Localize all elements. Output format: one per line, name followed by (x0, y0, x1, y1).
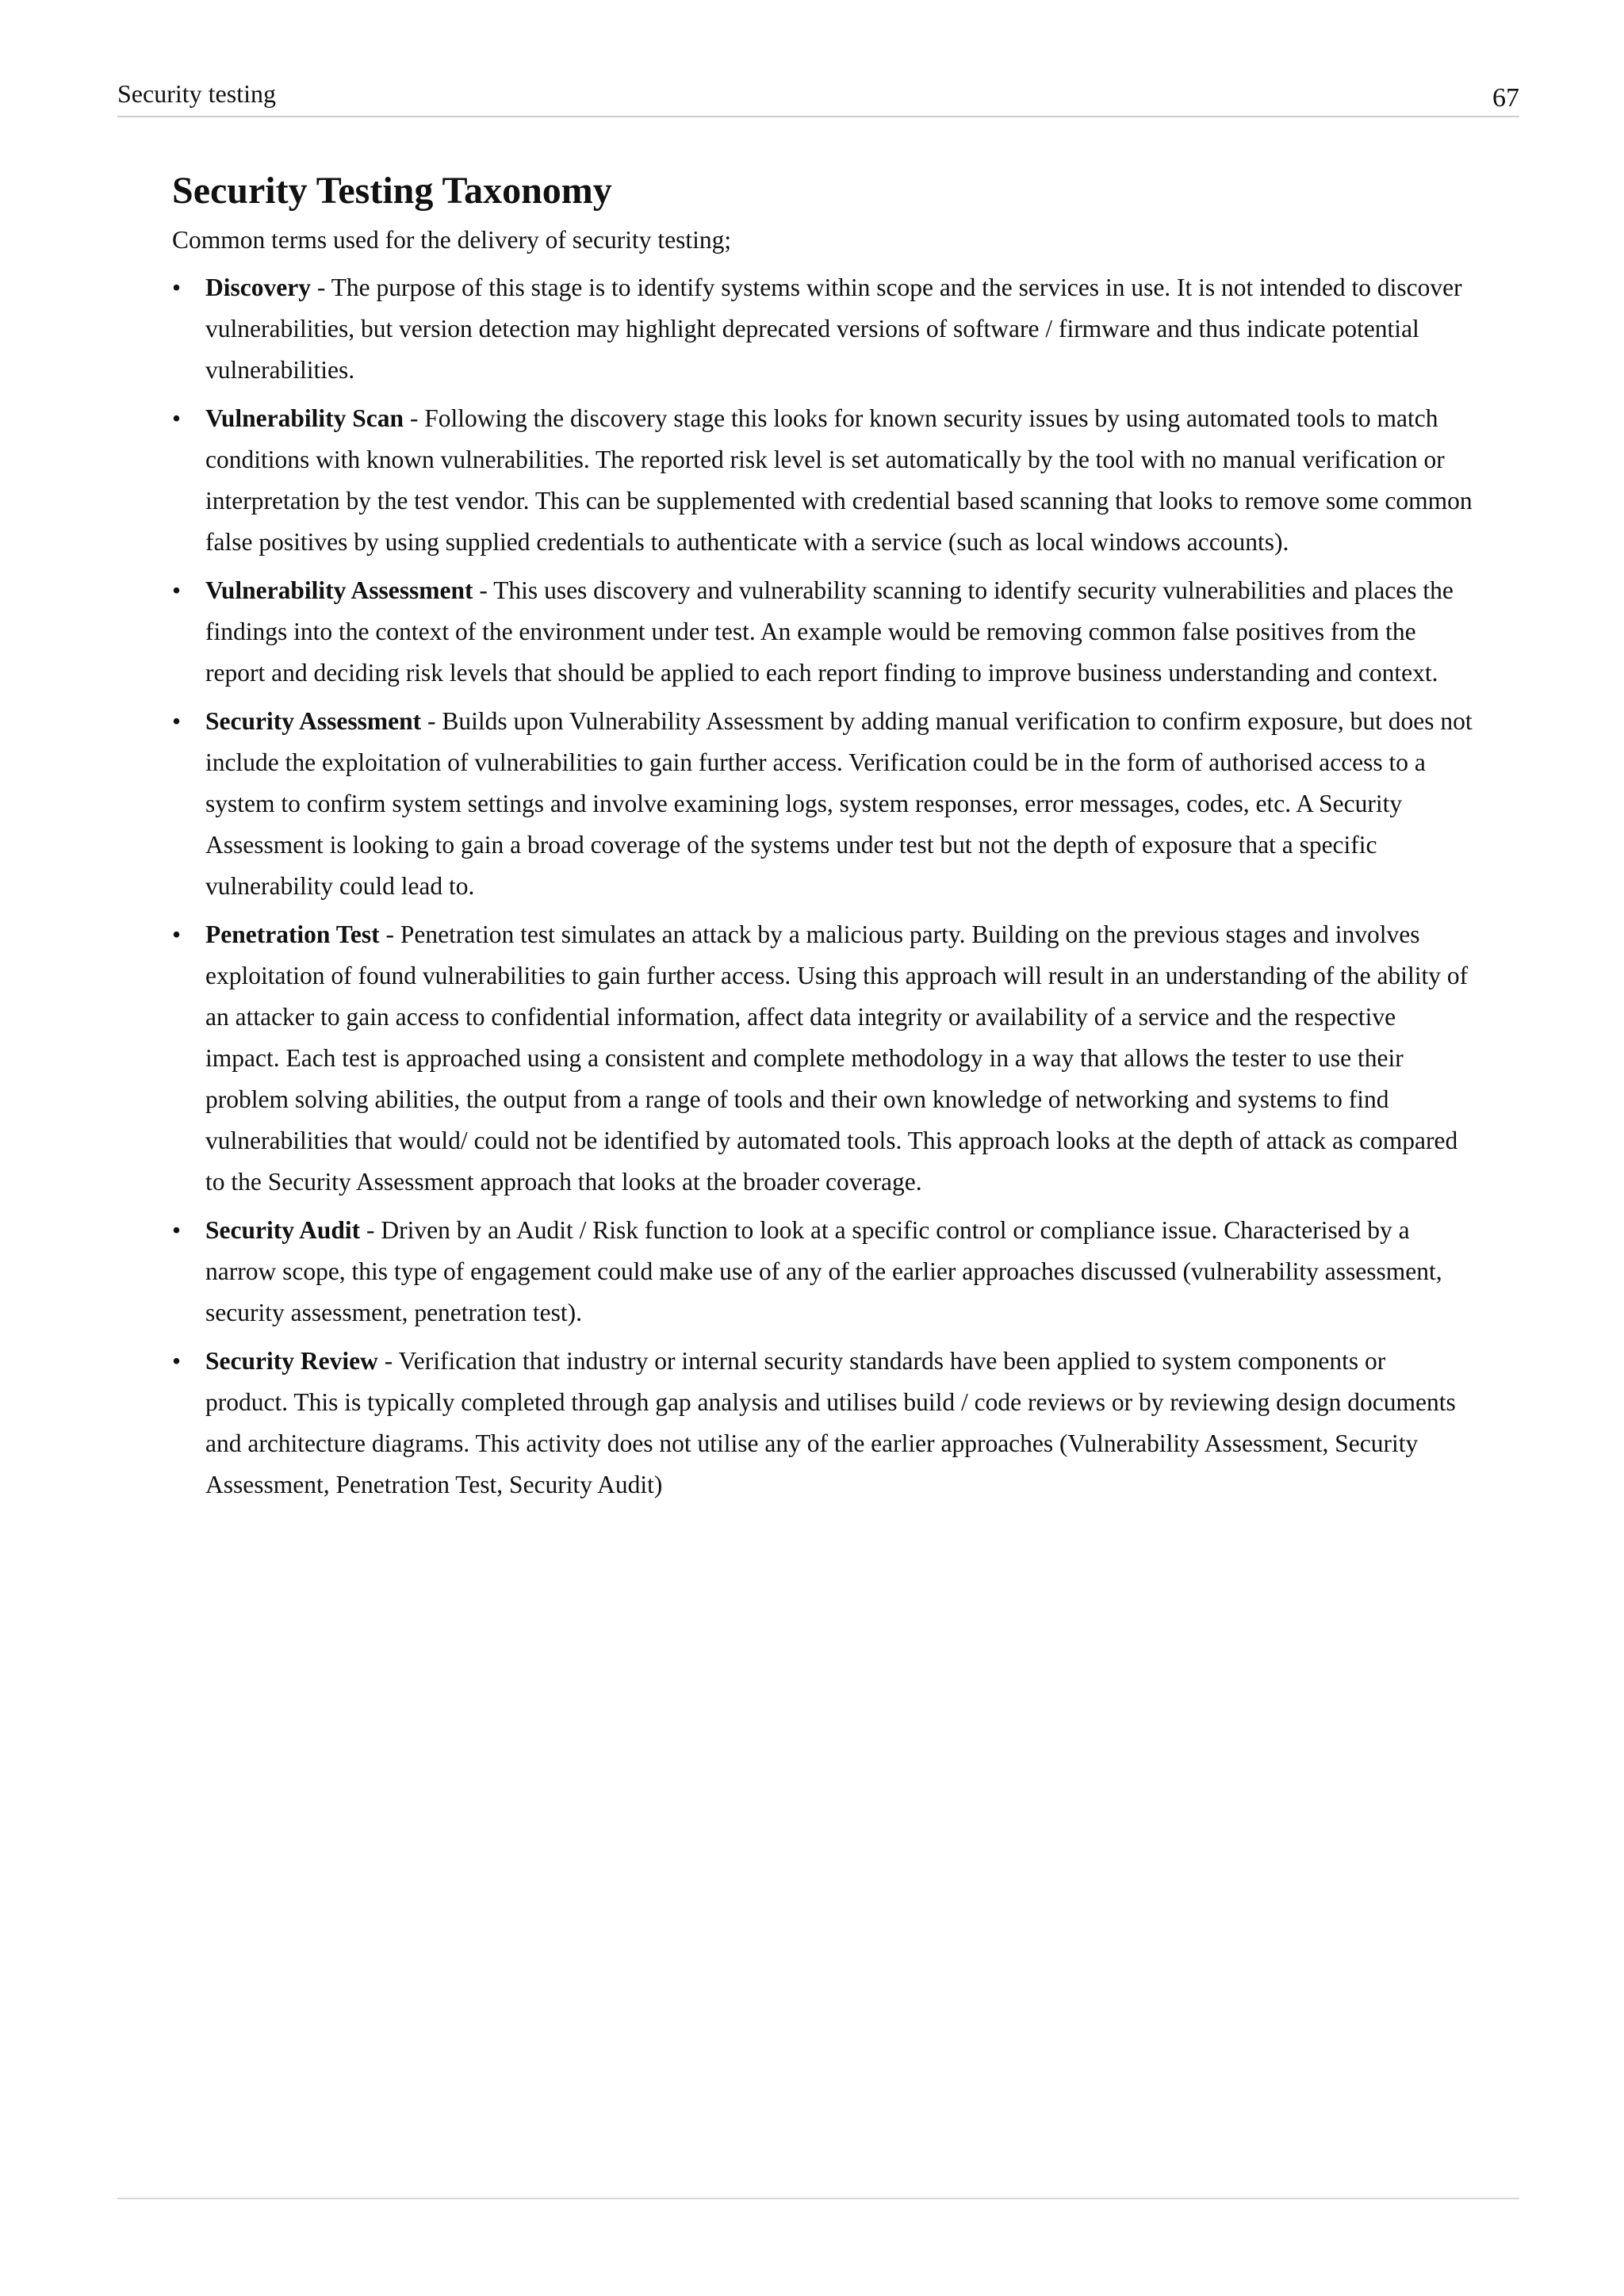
term-name: Security Assessment (205, 707, 422, 735)
term-item-security-assessment (172, 701, 1473, 907)
section-title: Security Testing Taxonomy (172, 170, 612, 212)
page-content (172, 163, 1473, 1513)
term-description: - Builds upon Vulnerability Assessment by adding manual verification to confirm exposure, but does not include the exploitation of vulnerabilities to gain further access. Verification could be in the form of authorised access to a system to confirm system settings and involve examining logs, system responses, error messages, codes, etc. A Security Assessment is looking to gain a broad coverage of the systems under test but not the depth of exposure that a specific vulnerability could lead to. (205, 707, 1473, 900)
bullet-icon: • (172, 1347, 182, 1375)
term-name: Security Audit (205, 1216, 361, 1244)
section-intro: Common terms used for the delivery of security testing; (172, 226, 732, 254)
term-description: - Verification that industry or internal security standards have been applied to system components or product. This is typically completed through gap analysis and utilises build / code reviews or by reviewing design documents and architecture diagrams. This activity does not utilise any of the earlier approaches (Vulnerability Assessment, Security Assessment, Penetration Test, Security Audit) (205, 1347, 1456, 1498)
bullet-icon: • (172, 404, 182, 432)
running-title: Security testing (117, 79, 276, 108)
bullet-icon: • (172, 707, 182, 735)
bullet-icon: • (172, 576, 182, 604)
term-description: - The purpose of this stage is to identify systems within scope and the services in use. It is not intended to discover vulnerabilities, but version detection may highlight deprecated versions of software / firmware and thus indicate potential vulnerabilities. (205, 274, 1462, 384)
term-description: - Penetration test simulates an attack by a malicious party. Building on the previous stages and involves exploitation of found vulnerabilities to gain further access. Using this approach will result in an understanding of the ability of an attacker to gain access to confidential information, affect data integrity or availability of a service and the respective impact. Each test is approached using a consistent and complete methodology in a way that allows the tester to use their problem solving abilities, the output from a range of tools and their own knowledge of networking and systems to find vulnerabilities that would/ could not be identified by automated tools. This approach looks at the depth of attack as compared to the Security Assessment approach that looks at the broader coverage. (205, 920, 1469, 1196)
term-item-vulnerability-assessment (172, 570, 1473, 694)
term-item-security-review (172, 1341, 1473, 1506)
term-item-security-audit (172, 1210, 1473, 1334)
term-description: - This uses discovery and vulnerability scanning to identify security vulnerabilities and places the findings into the context of the environment under test. An example would be removing common false positives from the report and deciding risk levels that should be applied to each report finding to improve business understanding and context. (205, 576, 1454, 687)
term-item-penetration-test (172, 914, 1473, 1203)
term-description: - Following the discovery stage this looks for known security issues by using automated tools to match conditions with known vulnerabilities. The reported risk level is set automatically by the tool with no manual verification or interpretation by the test vendor. This can be supplemented with credential based scanning that looks to remove some common false positives by using supplied credentials to authenticate with a service (such as local windows accounts). (205, 404, 1473, 556)
term-list (172, 267, 1473, 1506)
term-name: Penetration Test (205, 920, 380, 948)
term-name: Vulnerability Scan (205, 404, 404, 432)
footer-rule (117, 2198, 1519, 2199)
term-name: Security Review (205, 1347, 378, 1375)
term-name: Vulnerability Assessment (205, 576, 473, 604)
bullet-icon: • (172, 274, 182, 301)
running-header (117, 78, 1519, 117)
page-number: 67 (1492, 83, 1519, 113)
term-item-vulnerability-scan (172, 398, 1473, 563)
term-name: Discovery (205, 274, 311, 301)
bullet-icon: • (172, 1216, 182, 1244)
term-description: - Driven by an Audit / Risk function to look at a specific control or compliance issue. Characterised by a narrow scope, this type of engagement could make use of any of the earlier approaches discussed (vulnerability assessment, security assessment, penetration test). (205, 1216, 1442, 1326)
term-item-discovery (172, 267, 1473, 391)
bullet-icon: • (172, 920, 182, 948)
